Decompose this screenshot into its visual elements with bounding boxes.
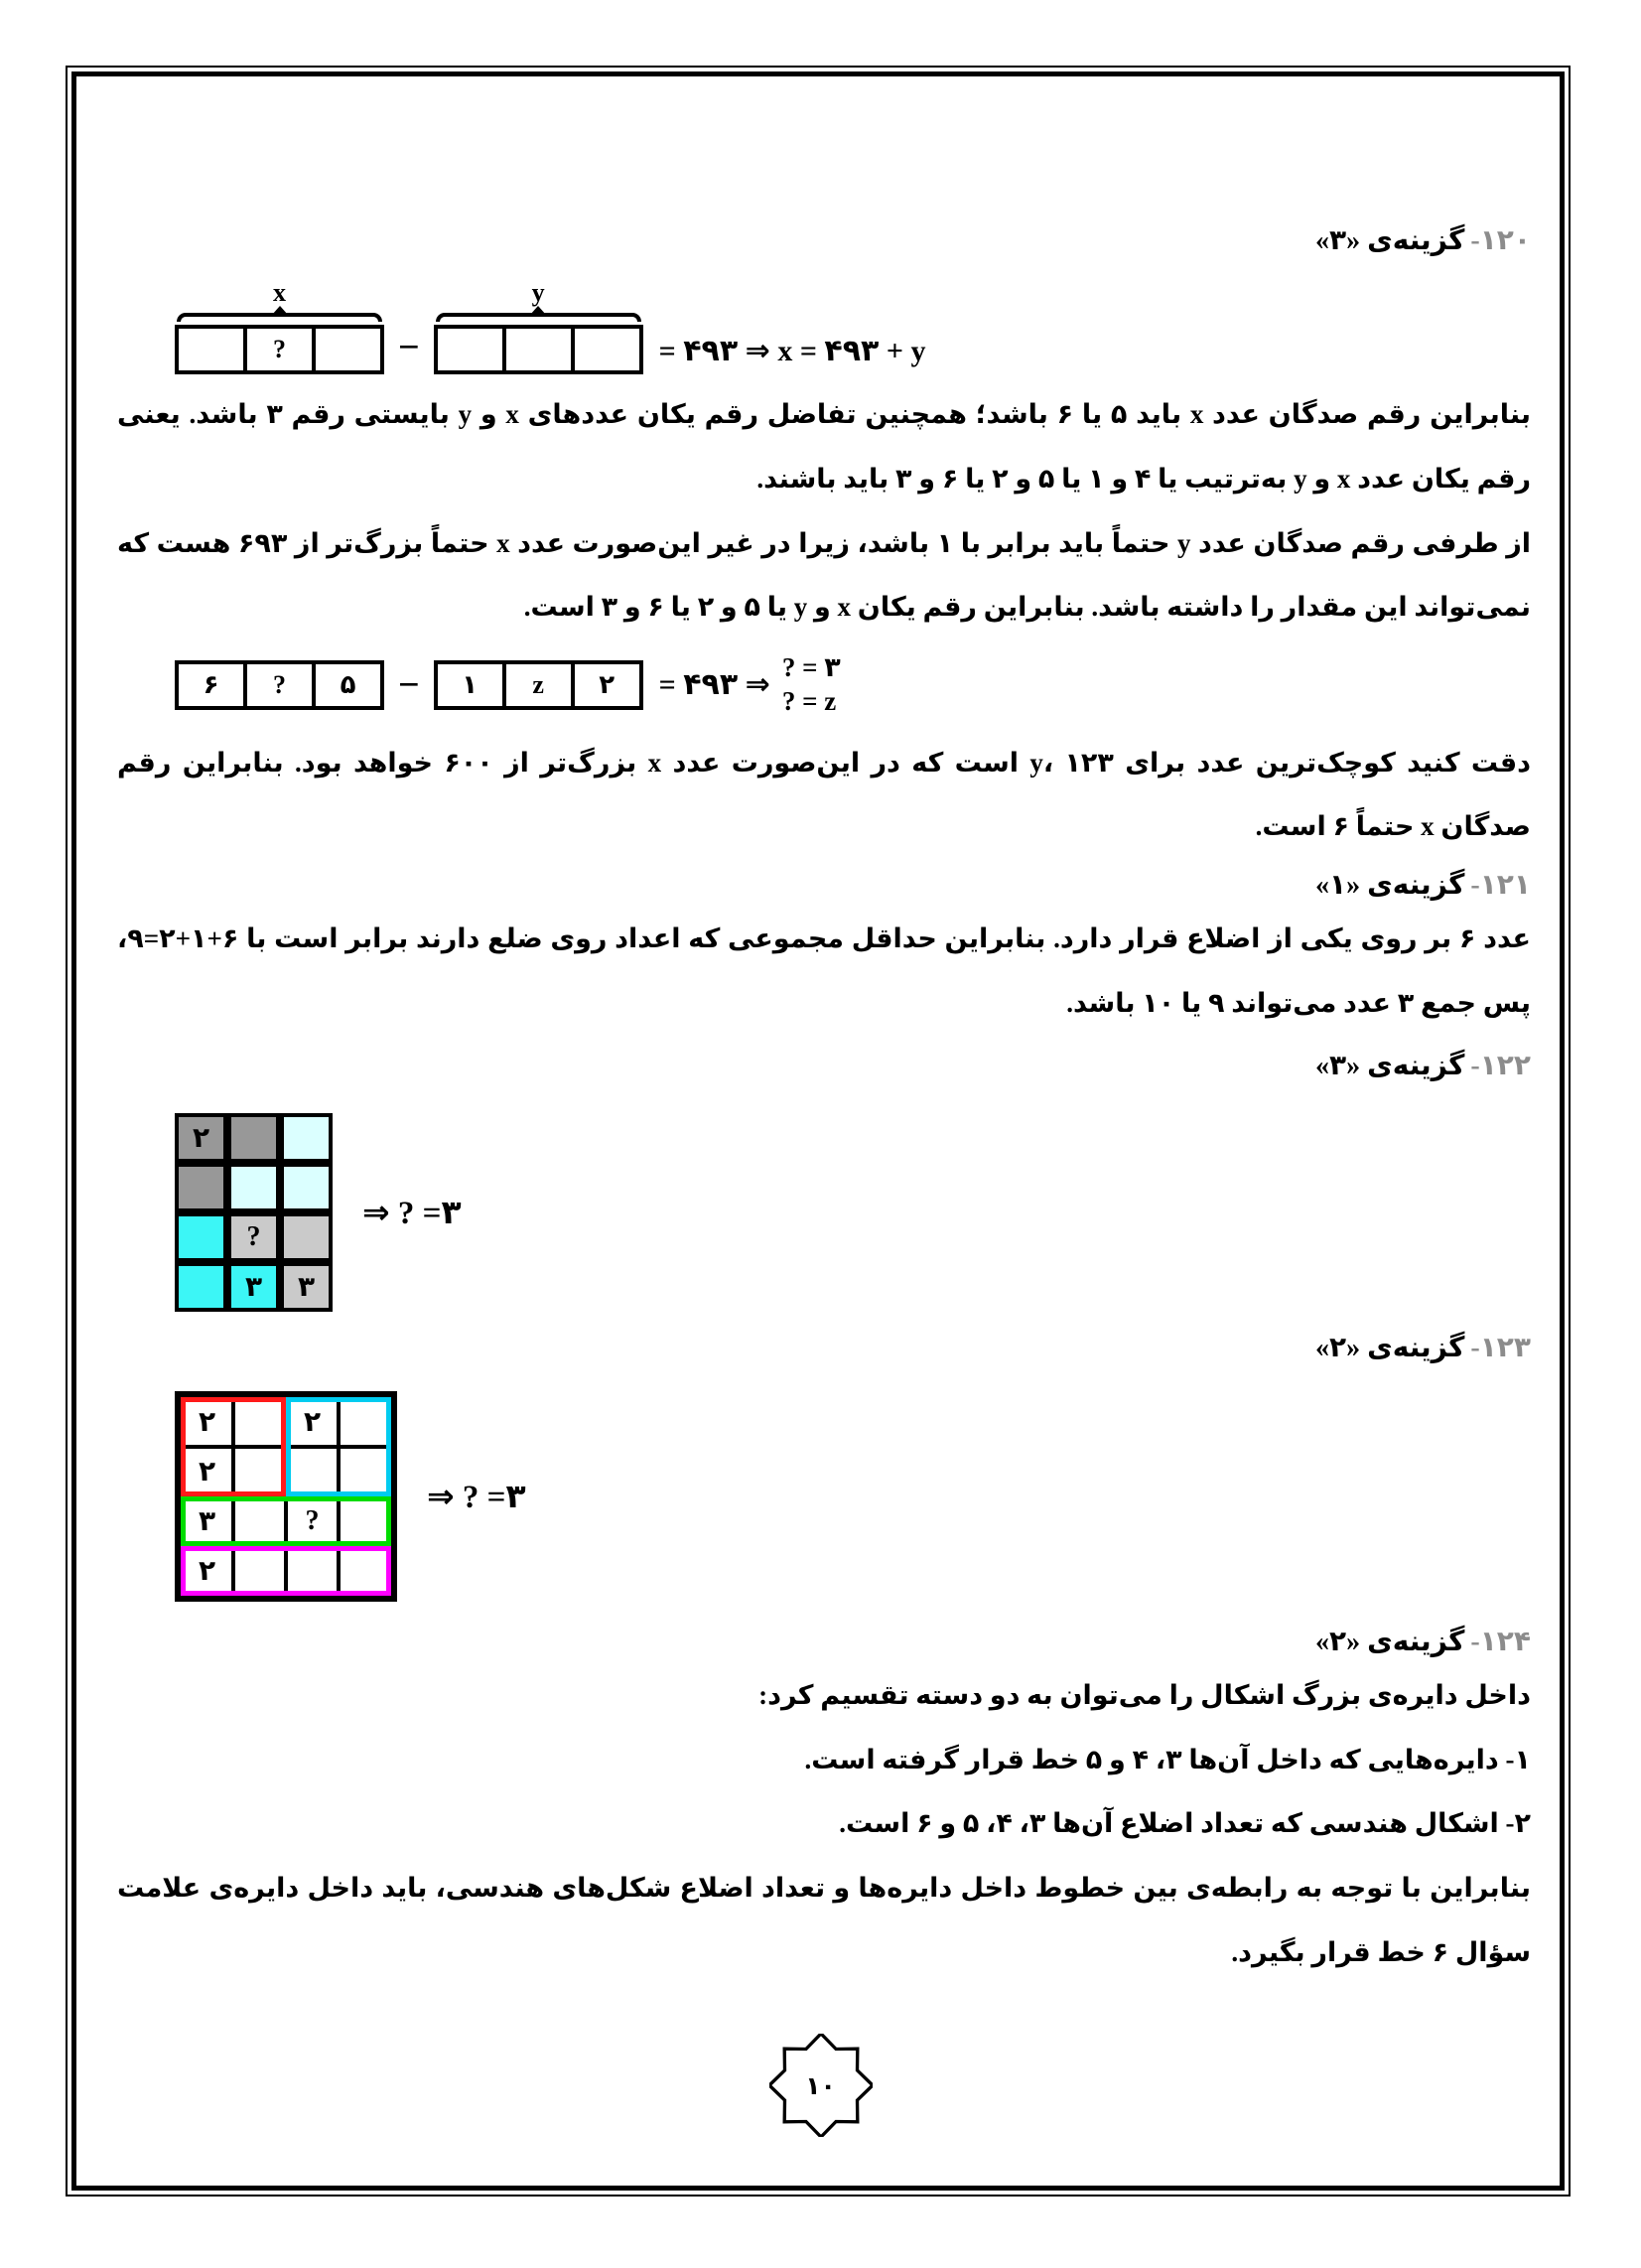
grid-cell: ۳	[227, 1262, 280, 1312]
section-heading-121	[117, 865, 1531, 907]
digit-box	[502, 325, 575, 374]
section-heading-123	[117, 1328, 1531, 1369]
answer-option-label: گزینه‌ی «۱»	[1315, 870, 1465, 902]
minus-sign: −	[398, 327, 420, 368]
answer-option-label: گزینه‌ی «۳»	[1315, 225, 1465, 256]
grid-puzzle-122	[117, 1113, 1531, 1312]
digit-box: ?	[243, 325, 316, 374]
digit-box: ۱	[434, 660, 506, 710]
brace-label-y: y	[531, 278, 545, 307]
digit-box	[434, 325, 506, 374]
grid-cell: ۲	[181, 1397, 233, 1447]
result-line: ? = ۳	[781, 652, 841, 683]
grid-cell	[280, 1212, 333, 1262]
question-number: ۱۲۱-	[1470, 870, 1531, 902]
grid-cell: ۳	[280, 1262, 333, 1312]
page-content	[117, 220, 1531, 1985]
digit-boxes	[434, 325, 643, 374]
grid-cell: ۲	[286, 1397, 339, 1447]
digit-box	[571, 325, 643, 374]
question-number: ۱۲۲-	[1470, 1050, 1531, 1081]
region-grid-122	[175, 1113, 333, 1312]
grid-answer-text: ⇒ ? =۳	[362, 1195, 462, 1231]
grid-cell: ?	[286, 1496, 339, 1546]
digit-box: z	[502, 660, 575, 710]
grid-cells	[181, 1397, 391, 1596]
number-box-x	[175, 280, 384, 374]
answer-option-label: گزینه‌ی «۲»	[1315, 1332, 1465, 1363]
grid-cell: ۳	[181, 1496, 233, 1546]
question-number: ۱۲۰-	[1470, 225, 1531, 256]
grid-cell	[233, 1397, 286, 1447]
grid-cell	[280, 1113, 333, 1163]
question-number: ۱۲۳-	[1470, 1332, 1531, 1363]
grid-cell	[339, 1447, 391, 1496]
section-heading-122	[117, 1046, 1531, 1087]
page-number: ۱۰	[805, 2070, 836, 2100]
grid-cell: ۲	[181, 1546, 233, 1596]
section-heading-120	[117, 220, 1531, 262]
result-line: ? = z	[781, 685, 837, 716]
digit-box: ۵	[312, 660, 384, 710]
diagram-subtraction-solved	[117, 651, 1531, 719]
answer-option-label: گزینه‌ی «۲»	[1315, 1626, 1465, 1657]
brace-label-x: x	[273, 278, 286, 307]
digit-box	[312, 325, 384, 374]
grid-cell	[227, 1113, 280, 1163]
grid-cell	[233, 1447, 286, 1496]
page-number-star	[769, 2034, 873, 2137]
question-number: ۱۲۴-	[1470, 1626, 1531, 1657]
paragraph: بنابراین با توجه به رابطه‌ی بین خطوط داخل دایره‌ها و تعداد اضلاع شکل‌های هندسی، باید داخل دایره‌ی علامت سؤال ۶ خط قرار بگیرد.	[117, 1873, 1531, 1968]
grid-cell	[286, 1546, 339, 1596]
minus-sign: −	[398, 663, 420, 706]
grid-cell: ۲	[175, 1113, 227, 1163]
grid-answer-text: ⇒ ? =۳	[427, 1479, 526, 1515]
grid-cell	[175, 1163, 227, 1212]
list-item: ۲- اشکال هندسی که تعداد اضلاع آن‌ها ۳، ۴، ۵ و ۶ است.	[839, 1808, 1531, 1839]
paragraph: داخل دایره‌ی بزرگ اشکال را می‌توان به دو دسته تقسیم کرد:	[758, 1679, 1531, 1710]
region-grid-123	[175, 1391, 397, 1602]
grid-cell: ۲	[181, 1447, 233, 1496]
paragraph: بنابراین رقم صدگان عدد x باید ۵ یا ۶ باشد؛ همچنین تفاضل رقم یکان عددهای x و y بایستی رقم ۳ باشد. یعنی رقم یکان عدد x و y به‌ترتیب یا ۴ و ۱ یا ۵ و ۲ یا ۶ و ۳ باید باشند.	[117, 399, 1532, 494]
grid-cell	[339, 1546, 391, 1596]
grid-cell: ?	[227, 1212, 280, 1262]
digit-box: ۲	[571, 660, 643, 710]
grid-puzzle-123	[117, 1391, 1531, 1602]
digit-box: ?	[243, 660, 316, 710]
digit-boxes	[434, 660, 643, 710]
grid-cell	[175, 1212, 227, 1262]
digit-boxes	[175, 660, 384, 710]
grid-cell	[233, 1496, 286, 1546]
list-item: ۱- دایره‌هایی که داخل آن‌ها ۳، ۴ و ۵ خط قرار گرفته است.	[804, 1744, 1531, 1774]
digit-box: ۶	[175, 660, 247, 710]
grid-cell	[280, 1163, 333, 1212]
grid-cell	[286, 1447, 339, 1496]
section-heading-124	[117, 1622, 1531, 1663]
paragraph: از طرفی رقم صدگان عدد y حتماً باید برابر با ۱ باشد، زیرا در غیر این‌صورت عدد x حتماً بزرگ‌تر از ۶۹۳ هست که نمی‌تواند این مقدار را داشته باشد. بنابراین رقم یکان x و y یا ۵ و ۲ یا ۶ و ۳ است.	[117, 527, 1531, 623]
equation-text: = ۴۹۳ ⇒	[658, 668, 770, 702]
digit-boxes	[175, 325, 384, 374]
diagram-subtraction-xy	[117, 280, 1531, 374]
paragraph: عدد ۶ بر روی یکی از اضلاع قرار دارد. بنابراین حداقل مجموعی که اعداد روی ضلع دارند برابر است با ۶+۱+۲=۹، پس جمع ۳ عدد می‌تواند ۹ یا ۱۰ باشد.	[117, 923, 1531, 1019]
over-brace-icon	[434, 306, 643, 322]
grid-cell	[339, 1496, 391, 1546]
grid-cell	[227, 1163, 280, 1212]
number-box-y	[434, 280, 643, 374]
grid-cell	[233, 1546, 286, 1596]
result-stack	[782, 651, 841, 719]
over-brace-icon	[175, 306, 384, 322]
answer-option-label: گزینه‌ی «۳»	[1315, 1050, 1465, 1081]
grid-cell	[175, 1262, 227, 1312]
grid-cell	[339, 1397, 391, 1447]
digit-box	[175, 325, 247, 374]
equation-text: = ۴۹۳ ⇒ x = ۴۹۳ + y	[658, 335, 926, 367]
paragraph: دقت کنید کوچک‌ترین عدد برای y، ۱۲۳ است که در این‌صورت عدد x بزرگ‌تر از ۶۰۰ خواهد بود. بنابراین رقم صدگان x حتماً ۶ است.	[117, 747, 1531, 842]
